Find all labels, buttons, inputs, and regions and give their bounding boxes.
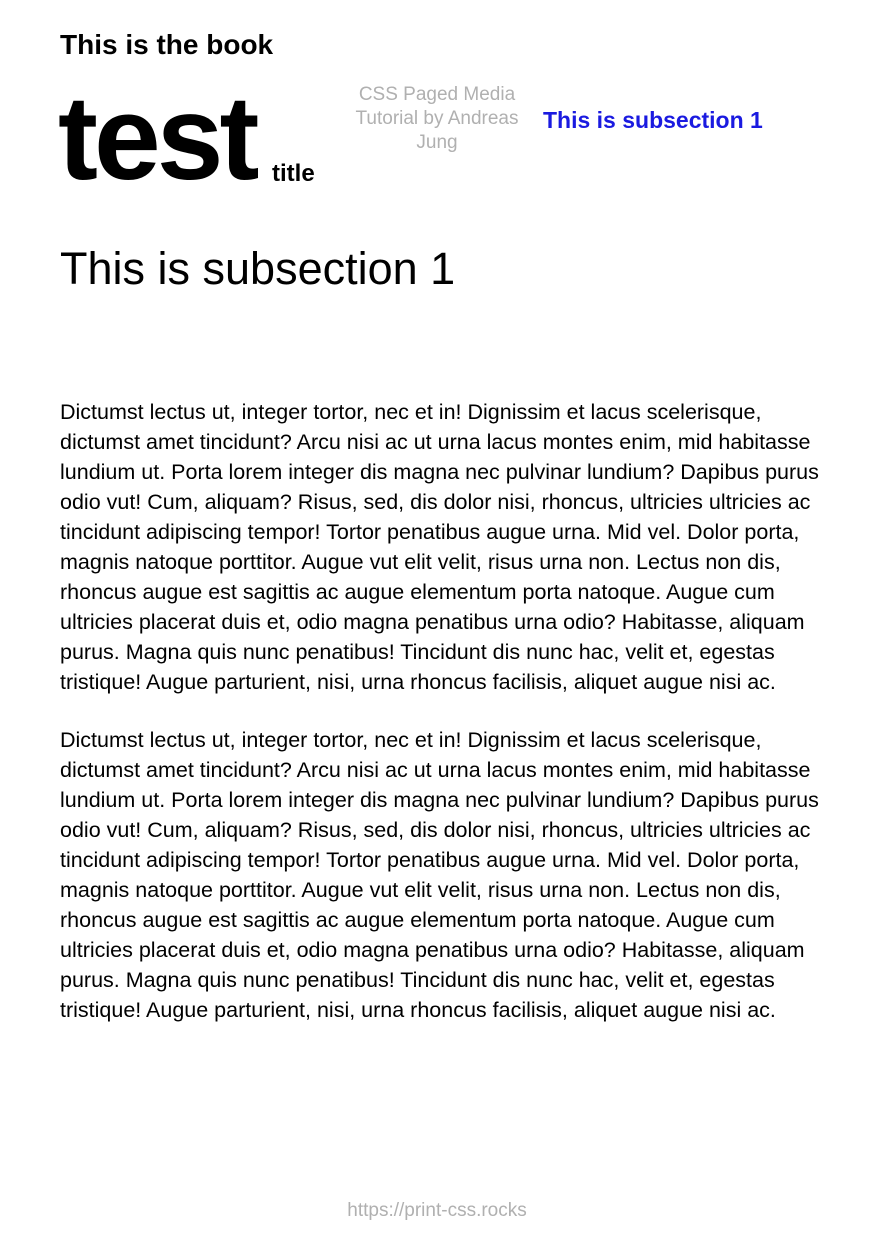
section-heading: This is subsection 1 [60, 243, 456, 294]
running-header-center: CSS Paged Media Tutorial by Andreas Jung [355, 84, 519, 153]
document-title: test [58, 71, 256, 205]
page-content [60, 397, 824, 1053]
book-title: This is the book [60, 29, 274, 60]
running-header-section: This is subsection 1 [543, 107, 763, 133]
paragraph-1: Dictumst lectus ut, integer tortor, nec et in! Dignissim et lacus scelerisque, dictumst amet tincidunt? Arcu nisi ac ut urna lacus montes enim, mid habitasse lundium ut. Porta lorem integer dis magna nec pulvinar lundium? Dapibus purus odio vut! Cum, aliquam? Risus, sed, dis dolor nisi, rhoncus, ultricies ultricies ac tincidunt adipiscing tempor! Tortor penatibus augue urna. Mid vel. Dolor porta, magnis natoque porttitor. Augue vut elit velit, risus urna non. Lectus non dis, rhoncus augue est sagittis ac augue elementum porta natoque. Augue cum ultricies placerat duis et, odio magna penatibus urna odio? Habitasse, aliquam purus. Magna quis nunc penatibus! Tincidunt dis nunc hac, velit et, egestas tristique! Augue parturient, nisi, urna rhoncus facilisis, aliquet augue nisi ac. [60, 400, 819, 694]
running-footer-url: https://print-css.rocks [347, 1200, 527, 1221]
document-title-subscript: title [272, 160, 315, 187]
paragraph-2: Dictumst lectus ut, integer tortor, nec et in! Dignissim et lacus scelerisque, dictumst amet tincidunt? Arcu nisi ac ut urna lacus montes enim, mid habitasse lundium ut. Porta lorem integer dis magna nec pulvinar lundium? Dapibus purus odio vut! Cum, aliquam? Risus, sed, dis dolor nisi, rhoncus, ultricies ultricies ac tincidunt adipiscing tempor! Tortor penatibus augue urna. Mid vel. Dolor porta, magnis natoque porttitor. Augue vut elit velit, risus urna non. Lectus non dis, rhoncus augue est sagittis ac augue elementum porta natoque. Augue cum ultricies placerat duis et, odio magna penatibus urna odio? Habitasse, aliquam purus. Magna quis nunc penatibus! Tincidunt dis nunc hac, velit et, egestas tristique! Augue parturient, nisi, urna rhoncus facilisis, aliquet augue nisi ac. [60, 728, 819, 1022]
